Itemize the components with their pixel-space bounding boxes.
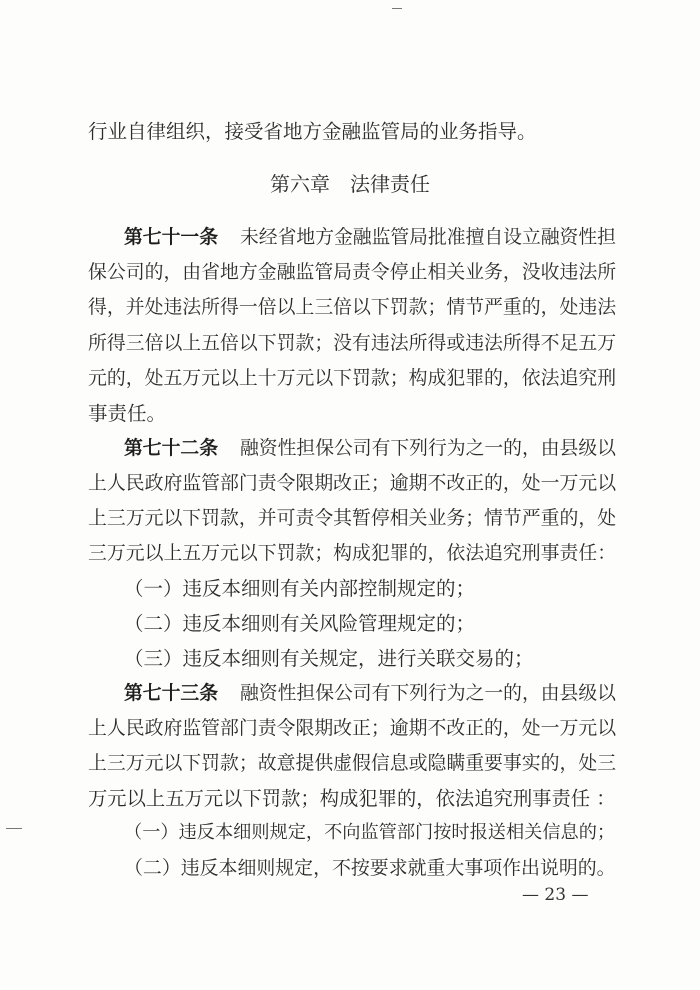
article-71-line-4: 所得三倍以上五倍以下罚款；没有违法所得或违法所得不足五万 xyxy=(88,332,617,354)
article-73-line-2: 上人民政府监管部门责令限期改正；逾期不改正的，处一万元以 xyxy=(88,717,617,739)
article-73-item-2: （二）违反本细则规定，不按要求就重大事项作出说明的。 xyxy=(124,857,616,879)
article-71-line-1 xyxy=(124,228,616,248)
article-73-line-3: 上三万元以下罚款；故意提供虚假信息或隐瞒重要事实的，处三 xyxy=(88,752,617,774)
page-number: — 23 — xyxy=(522,885,589,905)
article-71-line-3: 得，并处违法所得一倍以上三倍以下罚款；情节严重的，处违法 xyxy=(88,296,617,318)
article-73-line-1 xyxy=(124,684,616,704)
article-71-heading: 第七十一条 xyxy=(124,226,218,248)
article-73-heading: 第七十三条 xyxy=(124,682,218,704)
article-73-item-1: （一）违反本细则规定，不向监管部门按时报送相关信息的； xyxy=(124,822,616,843)
article-71-line-5: 元的，处五万元以上十万元以下罚款；构成犯罪的，依法追究刑 xyxy=(88,367,617,389)
article-72-item-3: （三）违反本细则有关规定，进行关联交易的； xyxy=(124,647,534,670)
article-72-text-1: 融资性担保公司有下列行为之一的，由县级以 xyxy=(240,438,616,459)
article-72-heading: 第七十二条 xyxy=(124,437,218,459)
previous-article-tail: 行业自律组织，接受省地方金融监管局的业务指导。 xyxy=(88,120,537,143)
article-71-line-2: 保公司的，由省地方金融监管局责令停止相关业务，没收违法所 xyxy=(88,261,617,283)
article-72-line-3: 上三万元以下罚款，并可责令其暂停相关业务；情节严重的，处 xyxy=(88,507,617,529)
article-72-line-2: 上人民政府监管部门责令限期改正；逾期不改正的，处一万元以 xyxy=(88,472,617,494)
article-73-text-1: 融资性担保公司有下列行为之一的，由县级以 xyxy=(240,683,616,704)
article-71-line-6: 事责任。 xyxy=(88,402,167,425)
scan-speck xyxy=(392,8,402,9)
scan-speck xyxy=(6,828,22,829)
article-72-line-4: 三万元以上五万元以下罚款；构成犯罪的，依法追究刑事责任： xyxy=(88,542,617,564)
article-72-item-2: （二）违反本细则有关风险管理规定的； xyxy=(124,612,476,635)
article-71-text-1: 未经省地方金融监管局批准擅自设立融资性担 xyxy=(240,227,616,248)
article-72-line-1 xyxy=(124,439,616,459)
chapter-title: 第六章 法律责任 xyxy=(270,172,430,196)
article-73-line-4: 万元以上五万元以下罚款；构成犯罪的，依法追究刑事责任 ： xyxy=(88,787,616,810)
article-72-item-1: （一）违反本细则有关内部控制规定的； xyxy=(124,577,476,600)
